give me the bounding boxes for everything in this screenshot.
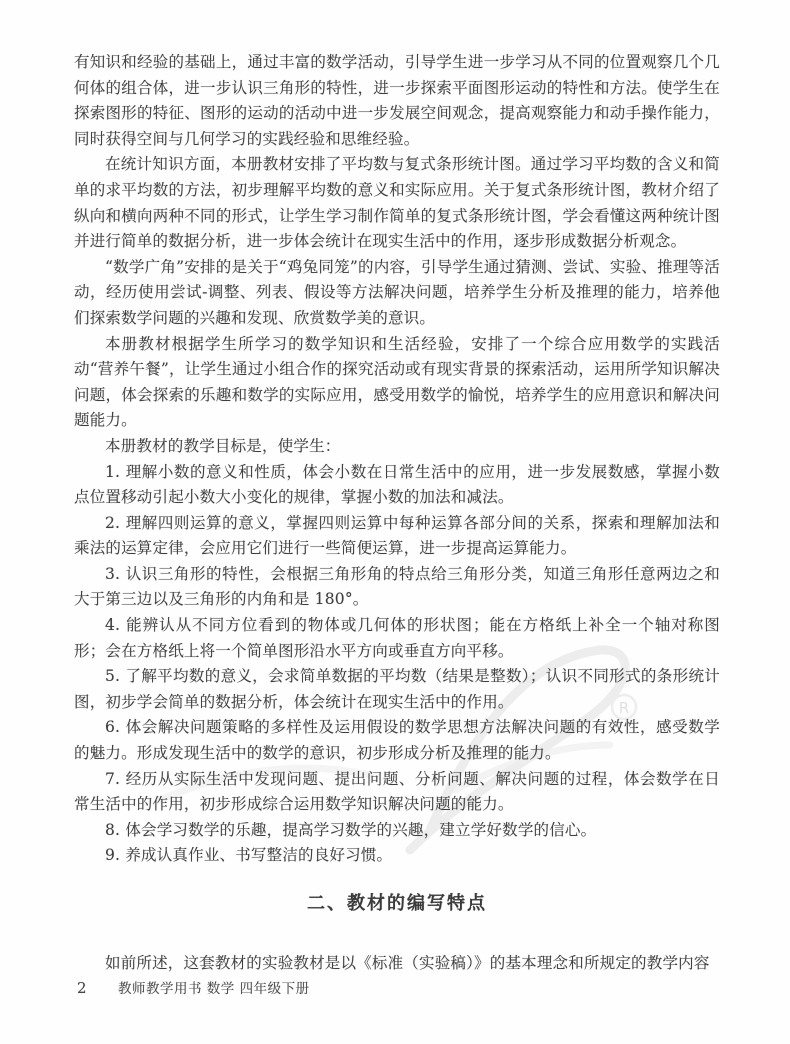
- goal-item-8: 8. 体会学习数学的乐趣，提高学习数学的兴趣，建立学好数学的信心。: [105, 820, 597, 839]
- body-paragraph: 有知识和经验的基础上，通过丰富的数学活动，引导学生进一步学习从不同的位置观察几个几何体的组合体，进一步认识三角形的特性，进一步探索平面图形运动的特性和方法。使学生在探索图形的特征、图形的运动的活动中进一步发展空间观念，提高观察能力和动手操作能力，同时获得空间与几何学习的实践经验和思维经验。: [74, 53, 720, 148]
- goal-item-1: 1. 理解小数的意义和性质，体会小数在日常生活中的应用，进一步发展数感，掌握小数点位置移动引起小数大小变化的规律，掌握小数的加法和减法。: [74, 462, 720, 507]
- goal-item-5: 5. 了解平均数的意义，会求简单数据的平均数（结果是整数）；认识不同形式的条形统计图，初步学会简单的数据分析，体会统计在现实生活中的作用。: [74, 667, 720, 711]
- closing-paragraph: 如前所述，这套教材的实验教材是以《标准（实验稿）》的基本理念和所规定的教学内容: [105, 953, 710, 972]
- goal-item-4: 4. 能辨认从不同方位看到的物体或几何体的形状图；能在方格纸上补全一个轴对称图形；会在方格纸上将一个简单图形沿水平方向或垂直方向平移。: [74, 616, 720, 660]
- body-paragraph: 本册教材根据学生所学习的数学知识和生活经验，安排了一个综合应用数学的实践活动“营养午餐”，让学生通过小组合作的探究活动或有现实背景的探索活动，运用所学知识解决问题，体会探索的乐趣和数学的实际应用，感受用数学的愉悦，培养学生的应用意识和解决问题能力。: [74, 334, 720, 430]
- goal-item-7: 7. 经历从实际生活中发现问题、提出问题、分析问题、解决问题的过程，体会数学在日常生活中的作用，初步形成综合运用数学知识解决问题的能力。: [74, 769, 720, 814]
- section-heading: 二、教材的编写特点: [307, 893, 487, 914]
- footer-book-title: 教师教学用书 数学 四年级下册: [118, 981, 310, 997]
- watermark-registered-icon: R: [618, 699, 630, 717]
- page-body: [74, 50, 720, 976]
- body-paragraph: “数学广角”安排的是关于“鸡兔同笼”的内容，引导学生通过猜测、尝试、实验、推理等活动，经历使用尝试-调整、列表、假设等方法解决问题，培养学生分析及推理的能力，培养他们探索数学问题的兴趣和发现、欣赏数学美的意识。: [74, 257, 720, 327]
- page-number: 2: [77, 979, 88, 997]
- body-paragraph: 在统计知识方面，本册教材安排了平均数与复式条形统计图。通过学习平均数的含义和简单的求平均数的方法，初步理解平均数的意义和实际应用。关于复式条形统计图，教材介绍了纵向和横向两种不同的形式，让学生学习制作简单的复式条形统计图，学会看懂这两种统计图并进行简单的数据分析，进一步体会统计在现实生活中的作用，逐步形成数据分析观念。: [74, 155, 720, 251]
- goal-item-6: 6. 体会解决问题策略的多样性及运用假设的数学思想方法解决问题的有效性，感受数学的魅力。形成发现生活中的数学的意识，初步形成分析及推理的能力。: [74, 718, 720, 763]
- goal-item-2: 2. 理解四则运算的意义，掌握四则运算中每种运算各部分间的关系，探索和理解加法和乘法的运算定律，会应用它们进行一些简便运算，进一步提高运算能力。: [74, 513, 720, 558]
- goal-item-9: 9. 养成认真作业、书写整洁的良好习惯。: [105, 846, 393, 865]
- goal-item-3: 3. 认识三角形的特性，会根据三角形角的特点给三角形分类，知道三角形任意两边之和大于第三边以及三角形的内角和是 180°。: [74, 564, 720, 609]
- body-paragraph: 本册教材的教学目标是，使学生：: [105, 436, 341, 455]
- page-footer: [77, 977, 310, 997]
